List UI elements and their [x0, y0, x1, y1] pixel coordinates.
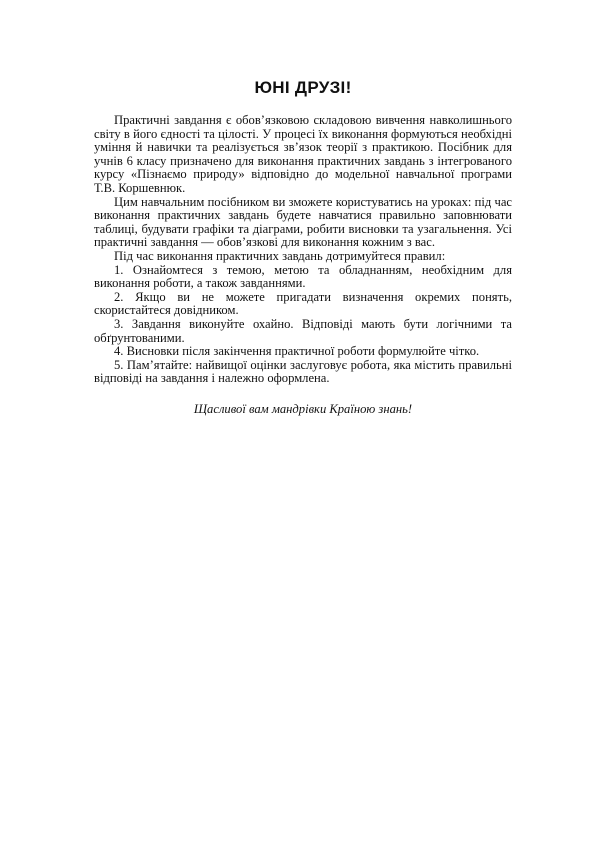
rule-item-4: 4. Висновки після закінчення практичної роботи формулюйте чітко.	[114, 344, 480, 359]
page-content	[94, 78, 512, 416]
closing-wish: Щасливої вам мандрівки Країною знань!	[193, 401, 413, 416]
intro-paragraph: Практичні завдання є обов’язковою складовою вивчення навколишнього світу в його єдності та цілості. У процесі їх виконання формуються необхідні уміння й навички та реалізується зв’язок теорії з практикою. Посібник для учнів 6 класу призначено для виконання практичних завдань з інтегрованого курсу «Пізнаємо природу» відповідно до модельної навчальної програми Т.В. Коршевнюк.	[94, 113, 512, 195]
rule-item-1: 1. Ознайомтеся з темою, метою та обладнанням, необхідним для виконання роботи, а також завданнями.	[94, 262, 512, 291]
rule-item-2: 2. Якщо ви не можете пригадати визначення окремих понять, скористайтеся довідником.	[94, 289, 512, 318]
usage-paragraph: Цим навчальним посібником ви зможете користуватись на уроках: під час виконання практичних завдань будете навчатися правильно заповнювати таблиці, будувати графіки та діаграми, робити висновки та узагальнення. Усі практичні завдання — обов’язкові для виконання кожним з вас.	[94, 194, 512, 250]
page-title: ЮНІ ДРУЗІ!	[254, 78, 352, 97]
rule-item-3: 3. Завдання виконуйте охайно. Відповіді мають бути логічними та обґрунтованими.	[94, 316, 512, 345]
rules-intro-paragraph: Під час виконання практичних завдань дотримуйтеся правил:	[114, 248, 446, 263]
rule-item-5: 5. Пам’ятайте: найвищої оцінки заслуговує робота, яка містить правильні відповіді на завдання і належно оформлена.	[94, 357, 512, 386]
